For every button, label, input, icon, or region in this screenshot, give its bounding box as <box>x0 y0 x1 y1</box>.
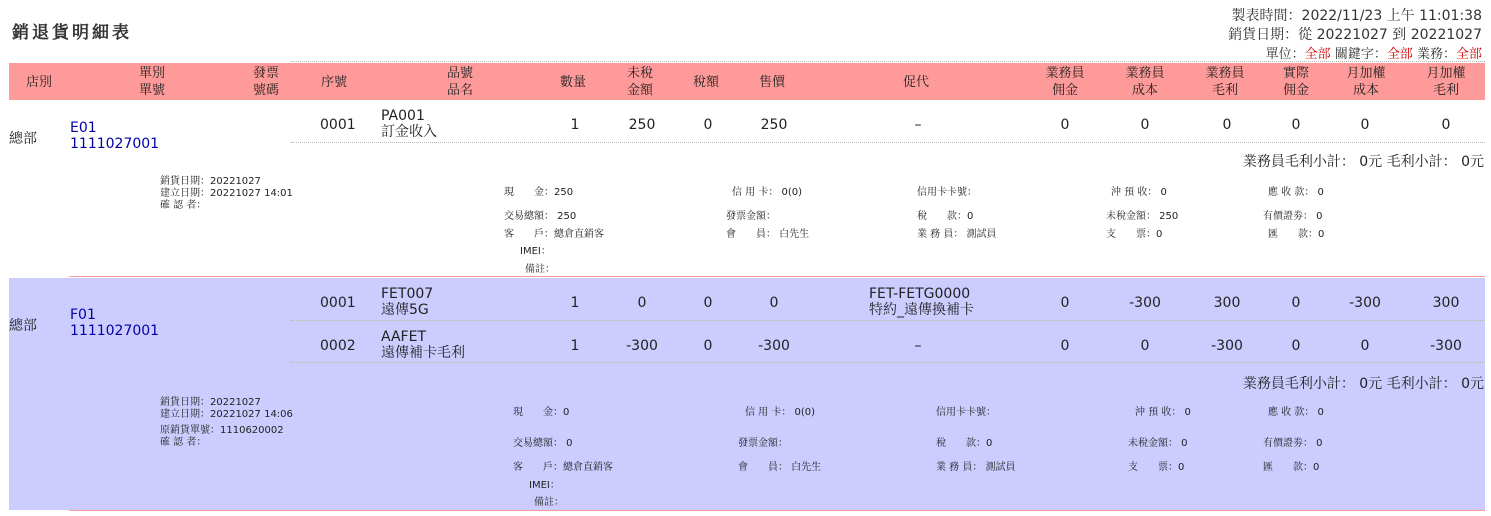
row-rep-cost: -300 <box>1129 295 1161 311</box>
divider <box>291 61 1485 62</box>
row-rep-profit: -300 <box>1211 338 1243 354</box>
row-monthly-cost: 0 <box>1360 117 1370 133</box>
row-actual-comm: 0 <box>1291 295 1301 311</box>
detail-transaction: 交易總額： 250 <box>504 211 577 222</box>
row-item: AAFET 遠傳補卡毛利 <box>381 329 465 361</box>
row-qty: 1 <box>570 117 580 133</box>
col-store: 店別 <box>25 75 52 90</box>
col-invoice: 發票 號碼 <box>252 66 279 98</box>
detail-note: 備註： <box>525 264 555 275</box>
detail-credit-card: 信 用 卡： 0(0) <box>732 187 803 198</box>
row-monthly-profit: 300 <box>1432 295 1460 311</box>
row-rep-comm: 0 <box>1060 338 1070 354</box>
row-seq: 0001 <box>320 295 356 311</box>
order-link[interactable]: F01 1111027001 <box>70 307 160 339</box>
row-rep-comm: 0 <box>1060 117 1070 133</box>
detail-untaxed: 未稅金額： 250 <box>1106 211 1179 222</box>
row-monthly-cost: 0 <box>1360 338 1370 354</box>
row-rep-profit: 0 <box>1222 117 1232 133</box>
order-info: 銷貨日期：20221027 建立日期：20221027 14:01 確 認 者： <box>160 176 293 211</box>
detail-receivable: 應 收 款： 0 <box>1268 187 1324 198</box>
unit-filter-value[interactable]: 全部 <box>1304 47 1331 62</box>
detail-card-no: 信用卡卡號： <box>917 187 977 198</box>
col-promo: 促代 <box>902 75 929 90</box>
col-price: 售價 <box>758 75 785 90</box>
detail-untaxed: 未稅金額： 0 <box>1128 438 1188 449</box>
row-price: 250 <box>760 117 788 133</box>
col-qty: 數量 <box>559 75 586 90</box>
detail-salesman: 業 務 員： 測試員 <box>936 462 1016 473</box>
row-promo: FET-FETG0000 特約_遠傳換補卡 <box>869 286 974 318</box>
report-title: 銷退貨明細表 <box>12 23 132 43</box>
row-item: FET007 遠傳5G <box>381 286 434 318</box>
group-store: 總部 <box>9 131 37 147</box>
row-divider <box>291 320 1485 321</box>
detail-prepay: 沖 預 收： 0 <box>1135 407 1191 418</box>
sales-filter-value[interactable]: 全部 <box>1455 47 1482 62</box>
row-untaxed: 0 <box>637 295 647 311</box>
row-rep-cost: 0 <box>1140 338 1150 354</box>
row-price: 0 <box>769 295 779 311</box>
row-item: PA001 訂金收入 <box>381 108 437 140</box>
row-promo: – <box>914 117 922 133</box>
row-actual-comm: 0 <box>1291 117 1301 133</box>
col-rep-cost: 業務員 成本 <box>1125 66 1165 98</box>
row-actual-comm: 0 <box>1291 338 1301 354</box>
row-qty: 1 <box>570 295 580 311</box>
date-range: 銷貨日期：從 20221027 到 20221027 <box>1228 27 1482 43</box>
row-tax: 0 <box>703 338 713 354</box>
row-tax: 0 <box>703 117 713 133</box>
row-price: -300 <box>758 338 790 354</box>
row-promo: – <box>914 338 922 354</box>
col-order-type: 單別 單號 <box>138 66 165 98</box>
col-actual-comm: 實際 佣金 <box>1282 66 1309 98</box>
detail-customer: 客 戶：總倉直銷客 <box>513 462 613 473</box>
col-untaxed: 未稅 金額 <box>626 66 653 98</box>
row-tax: 0 <box>703 295 713 311</box>
detail-remittance: 匯 款：0 <box>1268 229 1325 240</box>
col-rep-profit: 業務員 毛利 <box>1205 66 1245 98</box>
detail-member: 會 員： 白先生 <box>726 229 810 240</box>
group-separator <box>69 276 1485 277</box>
detail-voucher: 有價證劵： 0 <box>1263 211 1323 222</box>
keyword-filter-value[interactable]: 全部 <box>1386 47 1413 62</box>
row-seq: 0001 <box>320 117 356 133</box>
detail-cash: 現 金：0 <box>513 407 570 418</box>
detail-imei: IMEI： <box>529 480 560 491</box>
detail-check: 支 票：0 <box>1128 462 1185 473</box>
row-divider <box>291 142 1485 143</box>
row-untaxed: -300 <box>626 338 658 354</box>
detail-cash: 現 金：250 <box>504 187 574 198</box>
row-rep-profit: 300 <box>1213 295 1241 311</box>
col-seq: 序號 <box>320 75 347 90</box>
detail-check: 支 票：0 <box>1106 229 1163 240</box>
keyword-label: 關鍵字： <box>1330 47 1387 62</box>
detail-member: 會 員： 白先生 <box>738 462 822 473</box>
row-qty: 1 <box>570 338 580 354</box>
detail-remittance: 匯 款：0 <box>1263 462 1320 473</box>
col-tax: 稅額 <box>692 75 719 90</box>
detail-customer: 客 戶：總倉直銷客 <box>504 229 604 240</box>
detail-voucher: 有價證劵： 0 <box>1263 438 1323 449</box>
order-info: 銷貨日期：20221027 建立日期：20221027 14:06 原銷貨單號：1110620002 確 認 者： <box>160 397 293 448</box>
detail-prepay: 沖 預 收： 0 <box>1111 187 1167 198</box>
filter-line <box>1266 43 1482 62</box>
detail-card-no: 信用卡卡號： <box>936 407 996 418</box>
sales-label: 業務： <box>1412 47 1456 62</box>
row-rep-cost: 0 <box>1140 117 1150 133</box>
detail-imei: IMEI： <box>520 246 551 257</box>
detail-invoice-amount: 發票金額： <box>738 438 788 449</box>
subtotal: 業務員毛利小計： 0元 毛利小計： 0元 <box>1242 154 1484 170</box>
subtotal: 業務員毛利小計： 0元 毛利小計： 0元 <box>1242 376 1484 392</box>
row-monthly-profit: -300 <box>1430 338 1462 354</box>
detail-invoice-amount: 發票金額： <box>726 211 776 222</box>
col-monthly-profit: 月加權 毛利 <box>1426 66 1466 98</box>
row-seq: 0002 <box>320 338 356 354</box>
detail-transaction: 交易總額： 0 <box>513 438 573 449</box>
detail-tax: 稅 款：0 <box>936 438 993 449</box>
row-monthly-profit: 0 <box>1441 117 1451 133</box>
col-rep-comm: 業務員 佣金 <box>1045 66 1085 98</box>
group-store: 總部 <box>9 318 37 334</box>
row-untaxed: 250 <box>628 117 656 133</box>
group-band-highlight <box>9 278 1485 510</box>
unit-label: 單位： <box>1265 47 1305 62</box>
row-monthly-cost: -300 <box>1349 295 1381 311</box>
group-separator <box>69 510 1485 511</box>
order-link[interactable]: E01 1111027001 <box>70 120 160 152</box>
row-divider <box>291 362 1485 363</box>
print-time: 製表時間：2022/11/23 上午 11:01:38 <box>1231 8 1482 24</box>
detail-salesman: 業 務 員： 測試員 <box>917 229 997 240</box>
detail-receivable: 應 收 款： 0 <box>1268 407 1324 418</box>
detail-credit-card: 信 用 卡： 0(0) <box>745 407 816 418</box>
row-rep-comm: 0 <box>1060 295 1070 311</box>
detail-note: 備註： <box>534 497 564 508</box>
detail-tax: 稅 款：0 <box>917 211 974 222</box>
col-monthly-cost: 月加權 成本 <box>1346 66 1386 98</box>
col-item: 品號 品名 <box>446 66 473 98</box>
